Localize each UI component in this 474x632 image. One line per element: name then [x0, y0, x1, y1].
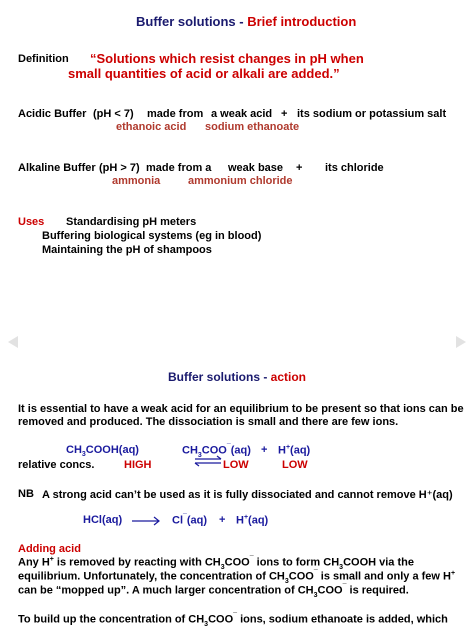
hcl-formula: HCl(aq): [83, 514, 123, 526]
equation2-plus: +: [219, 514, 226, 526]
chloride-ion: Cl¯(aq): [172, 514, 208, 527]
acidic-example-1: ethanoic acid: [116, 121, 187, 133]
alkaline-example-1: ammonia: [112, 175, 161, 187]
equation-plus: +: [261, 444, 268, 456]
definition-label: Definition: [18, 53, 69, 65]
intro-line-1: It is essential to have a weak acid for an equilibrium to be present so that ions can be: [18, 403, 464, 415]
acidic-made-from: made from: [147, 108, 204, 120]
definition-line-1: “Solutions which resist changes in pH when: [90, 51, 364, 66]
acidic-example-2: sodium ethanoate: [205, 121, 300, 133]
acidic-component-1: a weak acid: [211, 108, 273, 120]
alkaline-buffer-ph: (pH > 7): [99, 162, 140, 174]
equation-acetic-acid: $CH_3COOH(aq)$: [66, 444, 139, 459]
uses-label: Uses: [18, 216, 45, 228]
high-label: HIGH: [124, 459, 152, 471]
acidic-component-2: its sodium or potassium salt: [297, 108, 447, 120]
adding-acid-label: Adding acid: [18, 543, 81, 555]
next-slide-icon[interactable]: [456, 336, 466, 348]
alkaline-made-from: made from a: [146, 162, 212, 174]
equation2-hydrogen-ion: H+(aq): [236, 514, 269, 527]
definition-line-2: small quantities of acid or alkali are added.”: [68, 66, 340, 81]
nb-text: A strong acid can’t be used as it is fully dissociated and cannot remove H⁺(aq): [42, 489, 453, 501]
alkaline-component-1: weak base: [228, 162, 284, 174]
prev-slide-icon[interactable]: [8, 336, 18, 348]
acidic-plus: +: [281, 108, 288, 120]
adding-acid-line-2: equilibrium. Unfortunately, the concentration of $CH_3COO^¯$ is small and only a few H+: [18, 570, 456, 585]
low-label-1: LOW: [223, 459, 249, 471]
acidic-buffer-ph: (pH < 7): [93, 108, 134, 120]
equation-acetate-ion: $CH_3COO^¯(aq)$: [182, 444, 251, 459]
alkaline-plus: +: [296, 162, 303, 174]
adding-acid-line-3: can be “mopped up”. A much larger concentration of $CH_3COO^¯$ is required.: [18, 584, 409, 599]
alkaline-component-2: its chloride: [325, 162, 384, 174]
low-label-2: LOW: [282, 459, 308, 471]
use-item: Standardising pH meters: [66, 216, 197, 228]
last-line: To build up the concentration of $CH_3COO^¯$ ions, sodium ethanoate is added, which: [18, 613, 448, 628]
acidic-buffer-label: Acidic Buffer: [18, 108, 87, 120]
relative-concs-label: relative concs.: [18, 459, 95, 471]
equation-hydrogen-ion: H+(aq): [278, 444, 311, 457]
slide1-title: Buffer solutions - Brief introduction: [136, 14, 357, 29]
alkaline-example-2: ammonium chloride: [188, 175, 293, 187]
reaction-arrow-icon: [131, 516, 161, 526]
use-item: Buffering biological systems (eg in blood): [42, 230, 262, 242]
intro-line-2: removed and produced. The dissociation is small and there are few ions.: [18, 416, 399, 428]
alkaline-buffer-label: Alkaline Buffer: [18, 162, 96, 174]
slide2-title: Buffer solutions - action: [168, 370, 307, 384]
nb-label: NB: [18, 488, 34, 500]
equilibrium-arrow-icon: [194, 455, 222, 467]
use-item: Maintaining the pH of shampoos: [42, 244, 212, 256]
adding-acid-line-1: Any H+ is removed by reacting with $CH_3COO^¯$ ions to form $CH_3COOH$ via the: [18, 556, 414, 571]
